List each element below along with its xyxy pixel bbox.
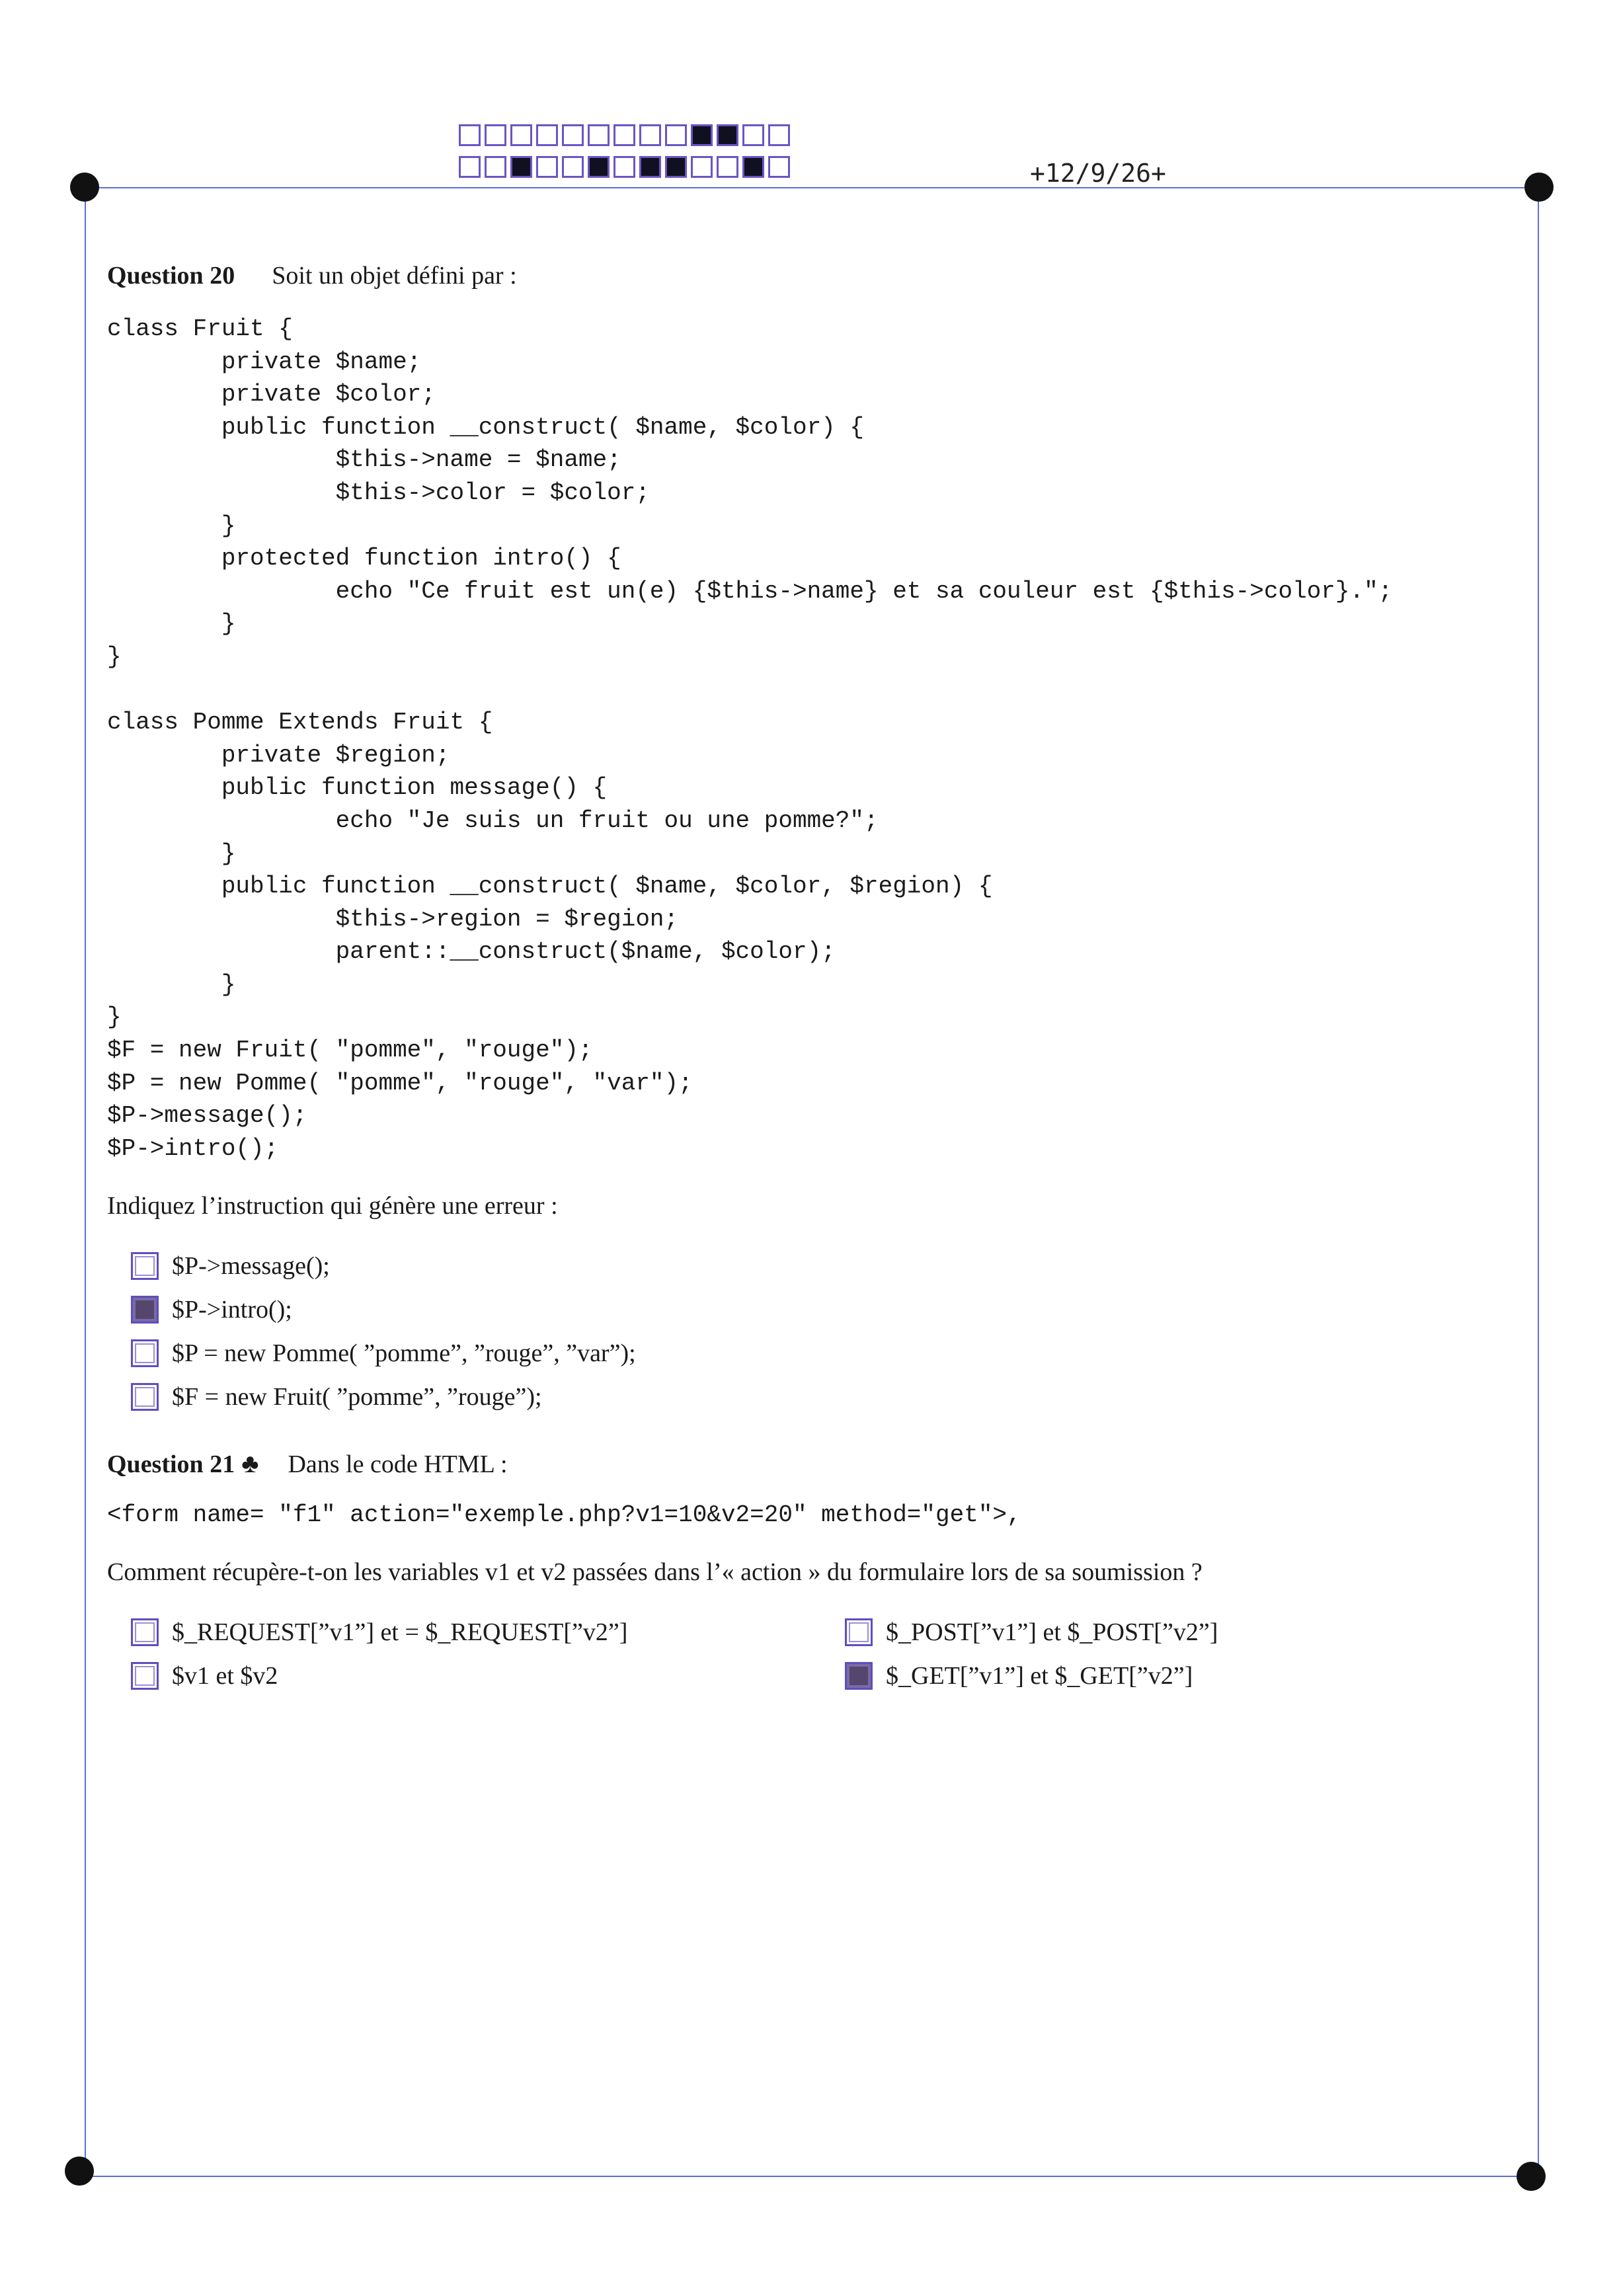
checkbox[interactable]: [845, 1618, 873, 1646]
checkbox[interactable]: [845, 1662, 873, 1690]
corner-mark-bottom-left: [65, 2157, 94, 2186]
option-label: $P->message();: [172, 1252, 330, 1281]
barcode-cell: [717, 124, 738, 146]
barcode-cell: [742, 156, 764, 178]
corner-mark-bottom-right: [1517, 2162, 1546, 2191]
question-20-options: [131, 1244, 1495, 1419]
barcode-cell: [665, 156, 687, 178]
barcode-cell: [588, 156, 610, 178]
question-21-prompt: Comment récupère-t-on les variables v1 et v2 passées dans l’« action » du formulaire lors de sa soumission ?: [107, 1558, 1203, 1587]
corner-mark-top-right: [1524, 173, 1554, 202]
barcode-cell: [485, 156, 506, 178]
question-21-label: Question 21: [107, 1450, 235, 1479]
q21-option-2[interactable]: [845, 1610, 1506, 1654]
barcode-cell: [691, 156, 713, 178]
question-20-intro: Soit un objet défini par :: [272, 262, 517, 290]
question-20-code: class Fruit { private $name; private $color; public function __construct( $name, $color) { $this->name = $name; $this->color = $color; } protected function intro() { echo "Ce fruit est un(e) {$this->name} et sa couleur est {$this->color}."; } } class Pomme Extends Fruit { private $region; public function message() { echo "Je suis un fruit ou une pomme?"; } public function __construct( $name, $color, $region) { $this->region = $region; parent::__construct($name, $color); } } $F = new Fruit( "pomme", "rouge"); $P = new Pomme( "pomme", "rouge", "var"); $P->message(); $P->intro();: [107, 315, 1393, 1162]
barcode-cell: [510, 156, 532, 178]
corner-mark-top-left: [70, 173, 99, 202]
checkbox[interactable]: [131, 1339, 159, 1367]
question-20-label: Question 20: [107, 262, 235, 290]
barcode-row-1: [459, 124, 794, 146]
checkbox[interactable]: [131, 1618, 159, 1646]
question-21-options: [131, 1610, 1495, 1698]
barcode-cell: [459, 124, 481, 146]
barcode-cell: [613, 124, 635, 146]
barcode-cell: [562, 156, 584, 178]
option-label: $_REQUEST[”v1”] et = $_REQUEST[”v2”]: [172, 1618, 628, 1647]
barcode-cell: [562, 124, 584, 146]
barcode-cell: [717, 156, 738, 178]
barcode-row-2: [459, 156, 794, 178]
option-label: $P = new Pomme( ”pomme”, ”rouge”, ”var”);: [172, 1339, 636, 1368]
question-21-code: <form name= "f1" action="exemple.php?v1=10&v2=20" method="get">,: [107, 1501, 1021, 1529]
checkbox[interactable]: [131, 1383, 159, 1411]
barcode-cell: [639, 124, 661, 146]
q20-option-1[interactable]: [131, 1244, 1495, 1288]
checkbox[interactable]: [131, 1252, 159, 1280]
barcode-cell: [510, 124, 532, 146]
option-label: $F = new Fruit( ”pomme”, ”rouge”);: [172, 1383, 542, 1411]
q20-option-4[interactable]: [131, 1375, 1495, 1419]
barcode-cell: [768, 124, 790, 146]
q21-option-3[interactable]: [131, 1654, 845, 1698]
question-20-prompt: Indiquez l’instruction qui génère une erreur :: [107, 1192, 558, 1220]
exam-content: [107, 261, 1495, 1698]
checkbox[interactable]: [131, 1662, 159, 1690]
q20-option-3[interactable]: [131, 1331, 1495, 1375]
barcode-cell: [665, 124, 687, 146]
option-label: $v1 et $v2: [172, 1662, 278, 1690]
question-21-header: [107, 1448, 1495, 1479]
barcode-cell: [459, 156, 481, 178]
page-code: +12/9/26+: [1030, 159, 1166, 188]
question-20-header: [107, 261, 1495, 290]
option-label: $_POST[”v1”] et $_POST[”v2”]: [886, 1618, 1218, 1647]
club-icon: ♣: [241, 1448, 259, 1479]
barcode-cell: [485, 124, 506, 146]
barcode-cell: [536, 156, 558, 178]
barcode-cell: [639, 156, 661, 178]
barcode-cell: [588, 124, 610, 146]
barcode-cell: [691, 124, 713, 146]
barcode-cell: [768, 156, 790, 178]
question-21-intro: Dans le code HTML :: [288, 1450, 508, 1479]
barcode-cell: [742, 124, 764, 146]
q20-option-2[interactable]: [131, 1288, 1495, 1331]
barcode-cell: [613, 156, 635, 178]
option-label: $_GET[”v1”] et $_GET[”v2”]: [886, 1662, 1193, 1690]
q21-option-4[interactable]: [845, 1654, 1506, 1698]
checkbox[interactable]: [131, 1296, 159, 1324]
option-label: $P->intro();: [172, 1296, 292, 1324]
q21-option-1[interactable]: [131, 1610, 845, 1654]
barcode-cell: [536, 124, 558, 146]
